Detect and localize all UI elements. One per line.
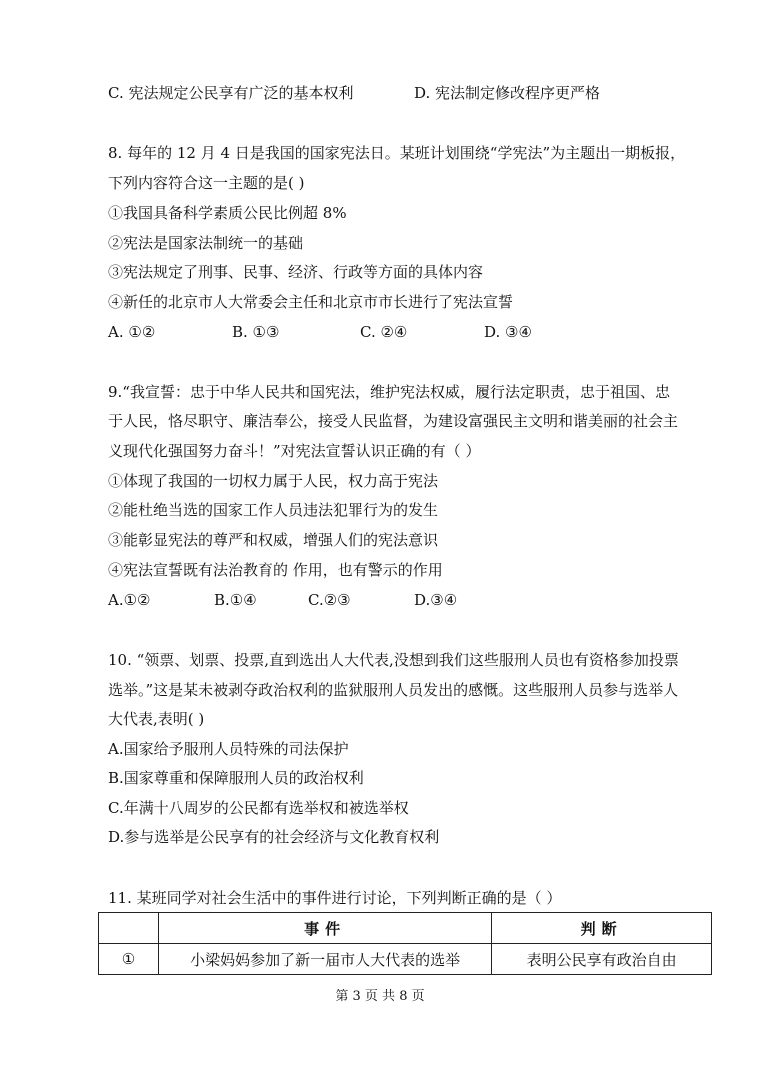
q9-item-3: ③能彰显宪法的尊严和权威，增强人们的宪法意识 xyxy=(108,531,439,549)
q8-item-4: ④新任的北京市人大常委会主任和北京市市长进行了宪法宣誓 xyxy=(108,293,514,311)
q8-option-a: A. ①② xyxy=(108,323,156,341)
q8-stem-line-2: 下列内容符合这一主题的是( ) xyxy=(108,174,305,192)
q9-item-1: ①体现了我国的一切权力属于人民，权力高于宪法 xyxy=(108,472,439,490)
q9-stem-line-3: 义现代化强国努力奋斗！”对宪法宣誓认识正确的有（ ） xyxy=(108,442,481,460)
q10-stem-line-2: 选举。”这是某未被剥夺政治权利的监狱服刑人员发出的感慨。这些服刑人员参与选举人 xyxy=(108,681,679,699)
q10-stem-line-1: 10. “领票、划票、投票,直到选出人大代表,没想到我们这些服刑人员也有资格参加投票 xyxy=(108,651,679,669)
q11-table xyxy=(98,912,712,975)
q11-header-event: 事件 xyxy=(158,913,491,944)
table-row xyxy=(99,944,712,975)
q9-stem-line-2: 于人民，恪尽职守、廉洁奉公，接受人民监督，为建设富强民主文明和谐美丽的社会主 xyxy=(108,412,679,430)
q11-stem: 11. 某班同学对社会生活中的事件进行讨论，下列判断正确的是（ ） xyxy=(108,889,562,907)
q10-option-d: D.参与选举是公民享有的社会经济与文化教育权利 xyxy=(108,828,440,846)
q10-option-a: A.国家给予服刑人员特殊的司法保护 xyxy=(108,740,349,758)
q9-stem-line-1: 9.“我宣誓：忠于中华人民共和国宪法，维护宪法权威，履行法定职责，忠于祖国、忠 xyxy=(108,383,670,401)
q8-option-c: C. ②④ xyxy=(360,323,408,341)
q9-item-2: ②能杜绝当选的国家工作人员违法犯罪行为的发生 xyxy=(108,501,439,519)
q10-option-b: B.国家尊重和保障服刑人员的政治权利 xyxy=(108,769,364,787)
q10-option-c: C.年满十八周岁的公民都有选举权和被选举权 xyxy=(108,799,409,817)
q11-row-1-judgment: 表明公民享有政治自由 xyxy=(492,944,712,975)
q9-option-d: D.③④ xyxy=(414,591,458,609)
q11-table-header-row xyxy=(99,913,712,944)
q9-option-a: A.①② xyxy=(108,591,151,609)
q9-option-b: B.①④ xyxy=(214,591,257,609)
q11-header-judgment: 判断 xyxy=(492,913,712,944)
q11-header-index xyxy=(99,913,159,944)
q8-item-2: ②宪法是国家法制统一的基础 xyxy=(108,234,304,252)
q10-stem-line-3: 大代表,表明( ) xyxy=(108,710,205,728)
q9-option-c: C.②③ xyxy=(308,591,351,609)
q8-item-3: ③宪法规定了刑事、民事、经济、行政等方面的具体内容 xyxy=(108,263,484,281)
page-footer: 第 3 页 共 8 页 xyxy=(335,989,425,1004)
q8-option-d: D. ③④ xyxy=(484,323,532,341)
q8-stem-line-1: 8. 每年的 12 月 4 日是我国的国家宪法日。某班计划围绕“学宪法”为主题出一期板报， xyxy=(108,144,686,162)
q11-row-1-event: 小梁妈妈参加了新一届市人大代表的选举 xyxy=(158,944,491,975)
q11-row-1-index: ① xyxy=(99,944,159,975)
q8-option-b: B. ①③ xyxy=(232,323,280,341)
q7-option-c: C. 宪法规定公民享有广泛的基本权利 xyxy=(108,84,354,102)
q9-item-4: ④宪法宣誓既有法治教育的 作用，也有警示的作用 xyxy=(108,561,443,579)
q7-option-d: D. 宪法制定修改程序更严格 xyxy=(414,84,601,102)
q8-item-1: ①我国具备科学素质公民比例超 8% xyxy=(108,204,347,222)
